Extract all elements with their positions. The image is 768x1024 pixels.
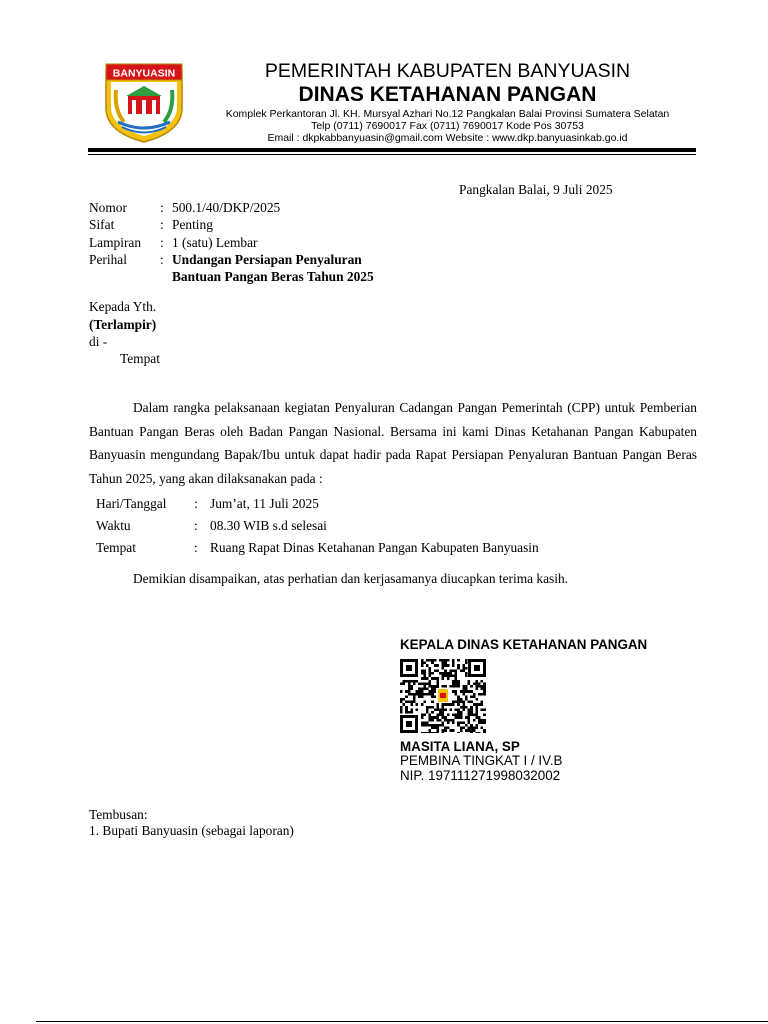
recipient-place: Tempat bbox=[120, 351, 160, 366]
closing-text: Demikian disampaikan, atas perhatian dan kerjasamanya diucapkan terima kasih. bbox=[133, 571, 569, 586]
letter-body bbox=[89, 396, 697, 490]
meta-label-perihal: Perihal bbox=[89, 252, 127, 267]
event-value-date: Jum’at, 11 Juli 2025 bbox=[210, 496, 319, 511]
meta-value-lampiran: 1 (satu) Lembar bbox=[172, 235, 258, 250]
meta-colon: : bbox=[160, 217, 164, 232]
logo-text: BANYUASIN bbox=[112, 67, 176, 80]
meta-value-perihal: Undangan Persiapan Penyaluran bbox=[172, 252, 362, 267]
letter-body-text: Dalam rangka pelaksanaan kegiatan Penyaluran Cadangan Pangan Pemerintah (CPP) untuk Pemberian Bantuan Pangan Beras oleh Badan Pangan Nasional. Bersama ini kami Dinas Ketahanan Pangan Kabupaten Banyuasin mengundang Bapak/Ibu untuk dapat hadir pada Rapat Persiapan Penyaluran Bantuan Pangan Beras Tahun 2025, yang akan dilaksanakan pada : bbox=[89, 400, 697, 486]
event-value-place: Ruang Rapat Dinas Ketahanan Pangan Kabupaten Banyuasin bbox=[210, 540, 539, 555]
event-colon: : bbox=[194, 540, 198, 555]
banyuasin-emblem-icon bbox=[102, 60, 186, 144]
cc-item: 1. Bupati Banyuasin (sebagai laporan) bbox=[89, 823, 294, 838]
office-email: Email : dkpkabbanyuasin@gmail.com Website : www.dkp.banyuasinkab.go.id bbox=[267, 132, 628, 144]
office-address: Komplek Perkantoran Jl. KH. Mursyal Azhari No.12 Pangkalan Balai Provinsi Sumatera Selatan bbox=[225, 108, 670, 120]
event-colon: : bbox=[194, 518, 198, 533]
event-label-place: Tempat bbox=[96, 540, 136, 555]
recipient-to: Kepada Yth. bbox=[89, 299, 157, 314]
meta-value-perihal-line2: Bantuan Pangan Beras Tahun 2025 bbox=[172, 269, 374, 284]
page-edge-line bbox=[36, 1021, 768, 1022]
event-colon: : bbox=[194, 496, 198, 511]
recipient-at: di - bbox=[89, 334, 108, 349]
meta-colon: : bbox=[160, 252, 164, 267]
signatory-nip: NIP. 197111271998032002 bbox=[400, 768, 561, 783]
event-value-time: 08.30 WIB s.d selesai bbox=[210, 518, 327, 533]
meta-label-lampiran: Lampiran bbox=[89, 235, 142, 250]
office-phone: Telp (0711) 7690017 Fax (0711) 7690017 Kode Pos 30753 bbox=[311, 120, 584, 132]
event-label-date: Hari/Tanggal bbox=[96, 496, 167, 511]
meta-colon: : bbox=[160, 235, 164, 250]
letterhead-rule bbox=[88, 148, 696, 152]
meta-colon: : bbox=[160, 200, 164, 215]
government-name: PEMERINTAH KABUPATEN BANYUASIN bbox=[264, 60, 631, 82]
letterhead-rule-thin bbox=[88, 154, 696, 155]
event-label-time: Waktu bbox=[96, 518, 131, 533]
department-name: DINAS KETAHANAN PANGAN bbox=[298, 83, 597, 106]
meta-value-nomor: 500.1/40/DKP/2025 bbox=[172, 200, 281, 215]
signature-title: KEPALA DINAS KETAHANAN PANGAN bbox=[400, 637, 648, 652]
signatory-name: MASITA LIANA, SP bbox=[400, 739, 520, 754]
qr-code-icon bbox=[400, 659, 486, 733]
place-date: Pangkalan Balai, 9 Juli 2025 bbox=[459, 182, 613, 197]
cc-heading: Tembusan: bbox=[89, 807, 148, 822]
meta-label-nomor: Nomor bbox=[89, 200, 127, 215]
recipient-name: (Terlampir) bbox=[89, 317, 157, 332]
meta-value-sifat: Penting bbox=[172, 217, 213, 232]
signatory-rank: PEMBINA TINGKAT I / IV.B bbox=[400, 753, 563, 768]
meta-label-sifat: Sifat bbox=[89, 217, 115, 232]
